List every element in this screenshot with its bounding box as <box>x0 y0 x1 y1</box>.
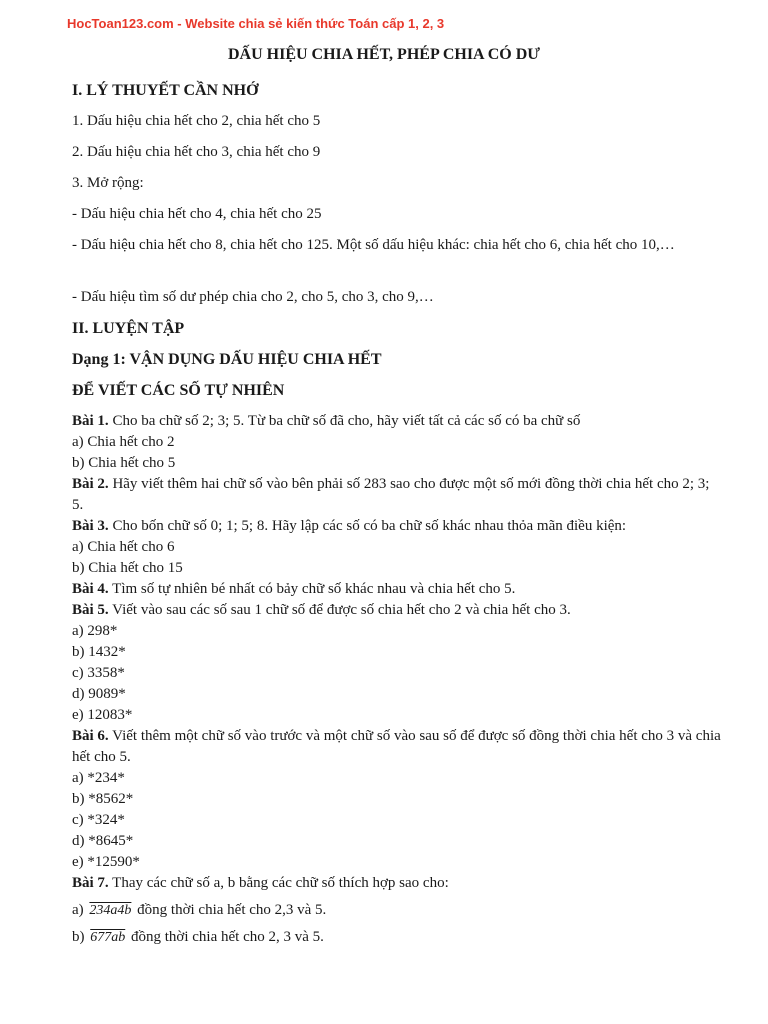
exercise-7-a <box>72 900 722 921</box>
item-text: đồng thời chia hết cho 2,3 và 5. <box>133 902 327 918</box>
dang-1-heading <box>72 349 702 370</box>
theory-item-3: 3. Mở rộng: <box>72 175 144 191</box>
dang-label: Dạng 1: <box>72 351 126 368</box>
exercise-7 <box>72 873 722 894</box>
item-text: đồng thời chia hết cho 2, 3 và 5. <box>127 929 324 945</box>
exercise-label: Bài 3. <box>72 518 109 534</box>
theory-item-4: - Dấu hiệu chia hết cho 4, chia hết cho 25 <box>72 206 322 222</box>
exercise-text: Viết thêm một chữ số vào trước và một chữ số vào sau số để được số đồng thời chia hết cho 3 và chia hết cho 5. <box>72 728 721 765</box>
exercise-6-c: c) *324* <box>72 812 125 828</box>
exercise-text: Hãy viết thêm hai chữ số vào bên phải số 283 sao cho được một số mới đồng thời chia hết cho 2; 3; 5. <box>72 476 710 513</box>
overlined-number: 677ab <box>90 930 126 945</box>
exercise-7-b <box>72 927 722 948</box>
exercise-label: Bài 4. <box>72 581 109 597</box>
theory-item-6: - Dấu hiệu tìm số dư phép chia cho 2, cho 5, cho 3, cho 9,… <box>72 289 434 305</box>
exercise-label: Bài 6. <box>72 728 109 744</box>
exercise-5-b: b) 1432* <box>72 644 126 660</box>
exercise-1-a: a) Chia hết cho 2 <box>72 434 175 450</box>
exercise-6-d: d) *8645* <box>72 833 134 849</box>
item-prefix: a) <box>72 902 84 918</box>
exercise-5-d: d) 9089* <box>72 686 126 702</box>
theory-item-2: 2. Dấu hiệu chia hết cho 3, chia hết cho 9 <box>72 144 321 160</box>
dang-1-heading-line2: ĐỂ VIẾT CÁC SỐ TỰ NHIÊN <box>72 382 285 399</box>
exercise-label: Bài 5. <box>72 602 109 618</box>
exercise-3-b: b) Chia hết cho 15 <box>72 560 183 576</box>
exercise-6-b: b) *8562* <box>72 791 134 807</box>
exercise-6-a: a) *234* <box>72 770 125 786</box>
exercise-6 <box>72 726 722 768</box>
exercise-label: Bài 1. <box>72 413 109 429</box>
exercise-label: Bài 7. <box>72 875 109 891</box>
site-header: HocToan123.com - Website chia sẻ kiến thức Toán cấp 1, 2, 3 <box>67 16 445 31</box>
theory-item-5: - Dấu hiệu chia hết cho 8, chia hết cho 125. Một số dấu hiệu khác: chia hết cho 6, chia hết cho 10,… <box>72 237 675 253</box>
theory-item-1: 1. Dấu hiệu chia hết cho 2, chia hết cho 5 <box>72 113 321 129</box>
dang-title: VẬN DỤNG DẤU HIỆU CHIA HẾT <box>125 351 382 368</box>
exercise-2 <box>72 474 722 516</box>
page-title: DẤU HIỆU CHIA HẾT, PHÉP CHIA CÓ DƯ <box>227 46 541 63</box>
exercise-label: Bài 2. <box>72 476 109 492</box>
exercise-text: Viết vào sau các số sau 1 chữ số để được số chia hết cho 2 và chia hết cho 3. <box>108 602 571 618</box>
exercise-list <box>72 411 722 948</box>
item-prefix: b) <box>72 929 85 945</box>
exercise-3-a: a) Chia hết cho 6 <box>72 539 175 555</box>
exercise-5-e: e) 12083* <box>72 707 133 723</box>
exercise-text: Thay các chữ số a, b bằng các chữ số thích hợp sao cho: <box>108 875 449 891</box>
exercise-1-b: b) Chia hết cho 5 <box>72 455 176 471</box>
exercise-text: Tìm số tự nhiên bé nhất có bảy chữ số khác nhau và chia hết cho 5. <box>108 581 516 597</box>
overlined-number: 234a4b <box>89 903 132 918</box>
exercise-4 <box>72 579 722 600</box>
exercise-5-a: a) 298* <box>72 623 118 639</box>
exercise-text: Cho bốn chữ số 0; 1; 5; 8. Hãy lập các số có ba chữ số khác nhau thỏa mãn điều kiện: <box>108 518 627 534</box>
exercise-text: Cho ba chữ số 2; 3; 5. Từ ba chữ số đã cho, hãy viết tất cả các số có ba chữ số <box>108 413 581 429</box>
exercise-5-c: c) 3358* <box>72 665 125 681</box>
exercise-6-e: e) *12590* <box>72 854 140 870</box>
exercise-3 <box>72 516 722 537</box>
section-1-heading: I. LÝ THUYẾT CẦN NHỚ <box>72 82 259 99</box>
exercise-1 <box>72 411 722 432</box>
exercise-5 <box>72 600 722 621</box>
section-2-heading: II. LUYỆN TẬP <box>72 320 185 337</box>
